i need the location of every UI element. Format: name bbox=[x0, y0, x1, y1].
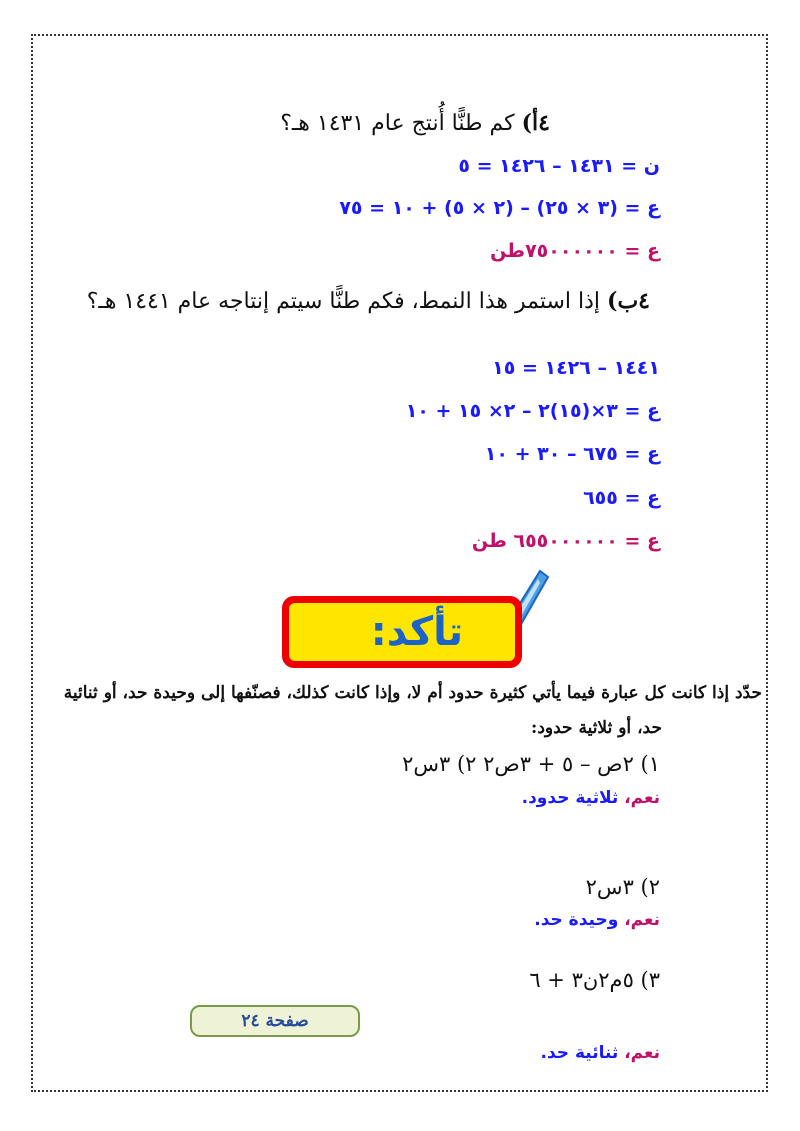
item-2: ٢) ٣س٢ bbox=[585, 875, 660, 899]
q4a-answer: ع = ٧٥٠٠٠٠٠٠طن bbox=[490, 240, 660, 262]
page-border bbox=[31, 34, 768, 1092]
q4a-step1: ن = ١٤٣١ – ١٤٢٦ = ٥ bbox=[458, 155, 660, 177]
question-4b: ٤ب) إذا استمر هذا النمط، فكم طنًّا سيتم إنتاجه عام ١٤٤١ هـ؟ bbox=[86, 288, 650, 314]
item-1-answer: نعم، ثلاثية حدود. bbox=[521, 788, 660, 808]
q4b-step3: ع = ٦٧٥ – ٣٠ + ١٠ bbox=[484, 443, 660, 465]
q4a-step2: ع = (٣ × ٢٥) – (٢ × ٥) + ١٠ = ٧٥ bbox=[339, 197, 660, 219]
confirm-badge bbox=[282, 596, 522, 668]
instructions-line2: حد، أو ثلاثية حدود: bbox=[531, 718, 662, 738]
item-3-answer: نعم، ثنائية حد. bbox=[540, 1043, 660, 1063]
item-1: ١) ٢ص – ٥ + ٣ص٢ ٢) ٣س٢ bbox=[402, 752, 660, 776]
item-3: ٣) ٥م٢ن٣ + ٦ bbox=[529, 968, 660, 992]
question-4a: ٤أ) كم طنًّا أُنتج عام ١٤٣١ هـ؟ bbox=[280, 110, 550, 136]
q4b-step1: ١٤٤١ – ١٤٢٦ = ١٥ bbox=[492, 357, 660, 379]
q4b-step2: ع = ٣×(١٥)٢ – ٢× ١٥ + ١٠ bbox=[405, 400, 660, 422]
page-number-label: صفحة ٢٤ bbox=[190, 1005, 360, 1037]
q4b-step4: ع = ٦٥٥ bbox=[583, 487, 660, 509]
instructions-line1: حدّد إذا كانت كل عبارة فيما يأتي كثيرة حدود أم لا، وإذا كانت كذلك، فصنّفها إلى وحيدة حد، أو ثنائية bbox=[63, 683, 762, 703]
badge-title: تأكد: bbox=[370, 609, 464, 655]
q4b-answer: ع = ٦٥٥٠٠٠٠٠٠ طن bbox=[471, 530, 660, 552]
item-2-answer: نعم، وحيدة حد. bbox=[534, 910, 660, 930]
